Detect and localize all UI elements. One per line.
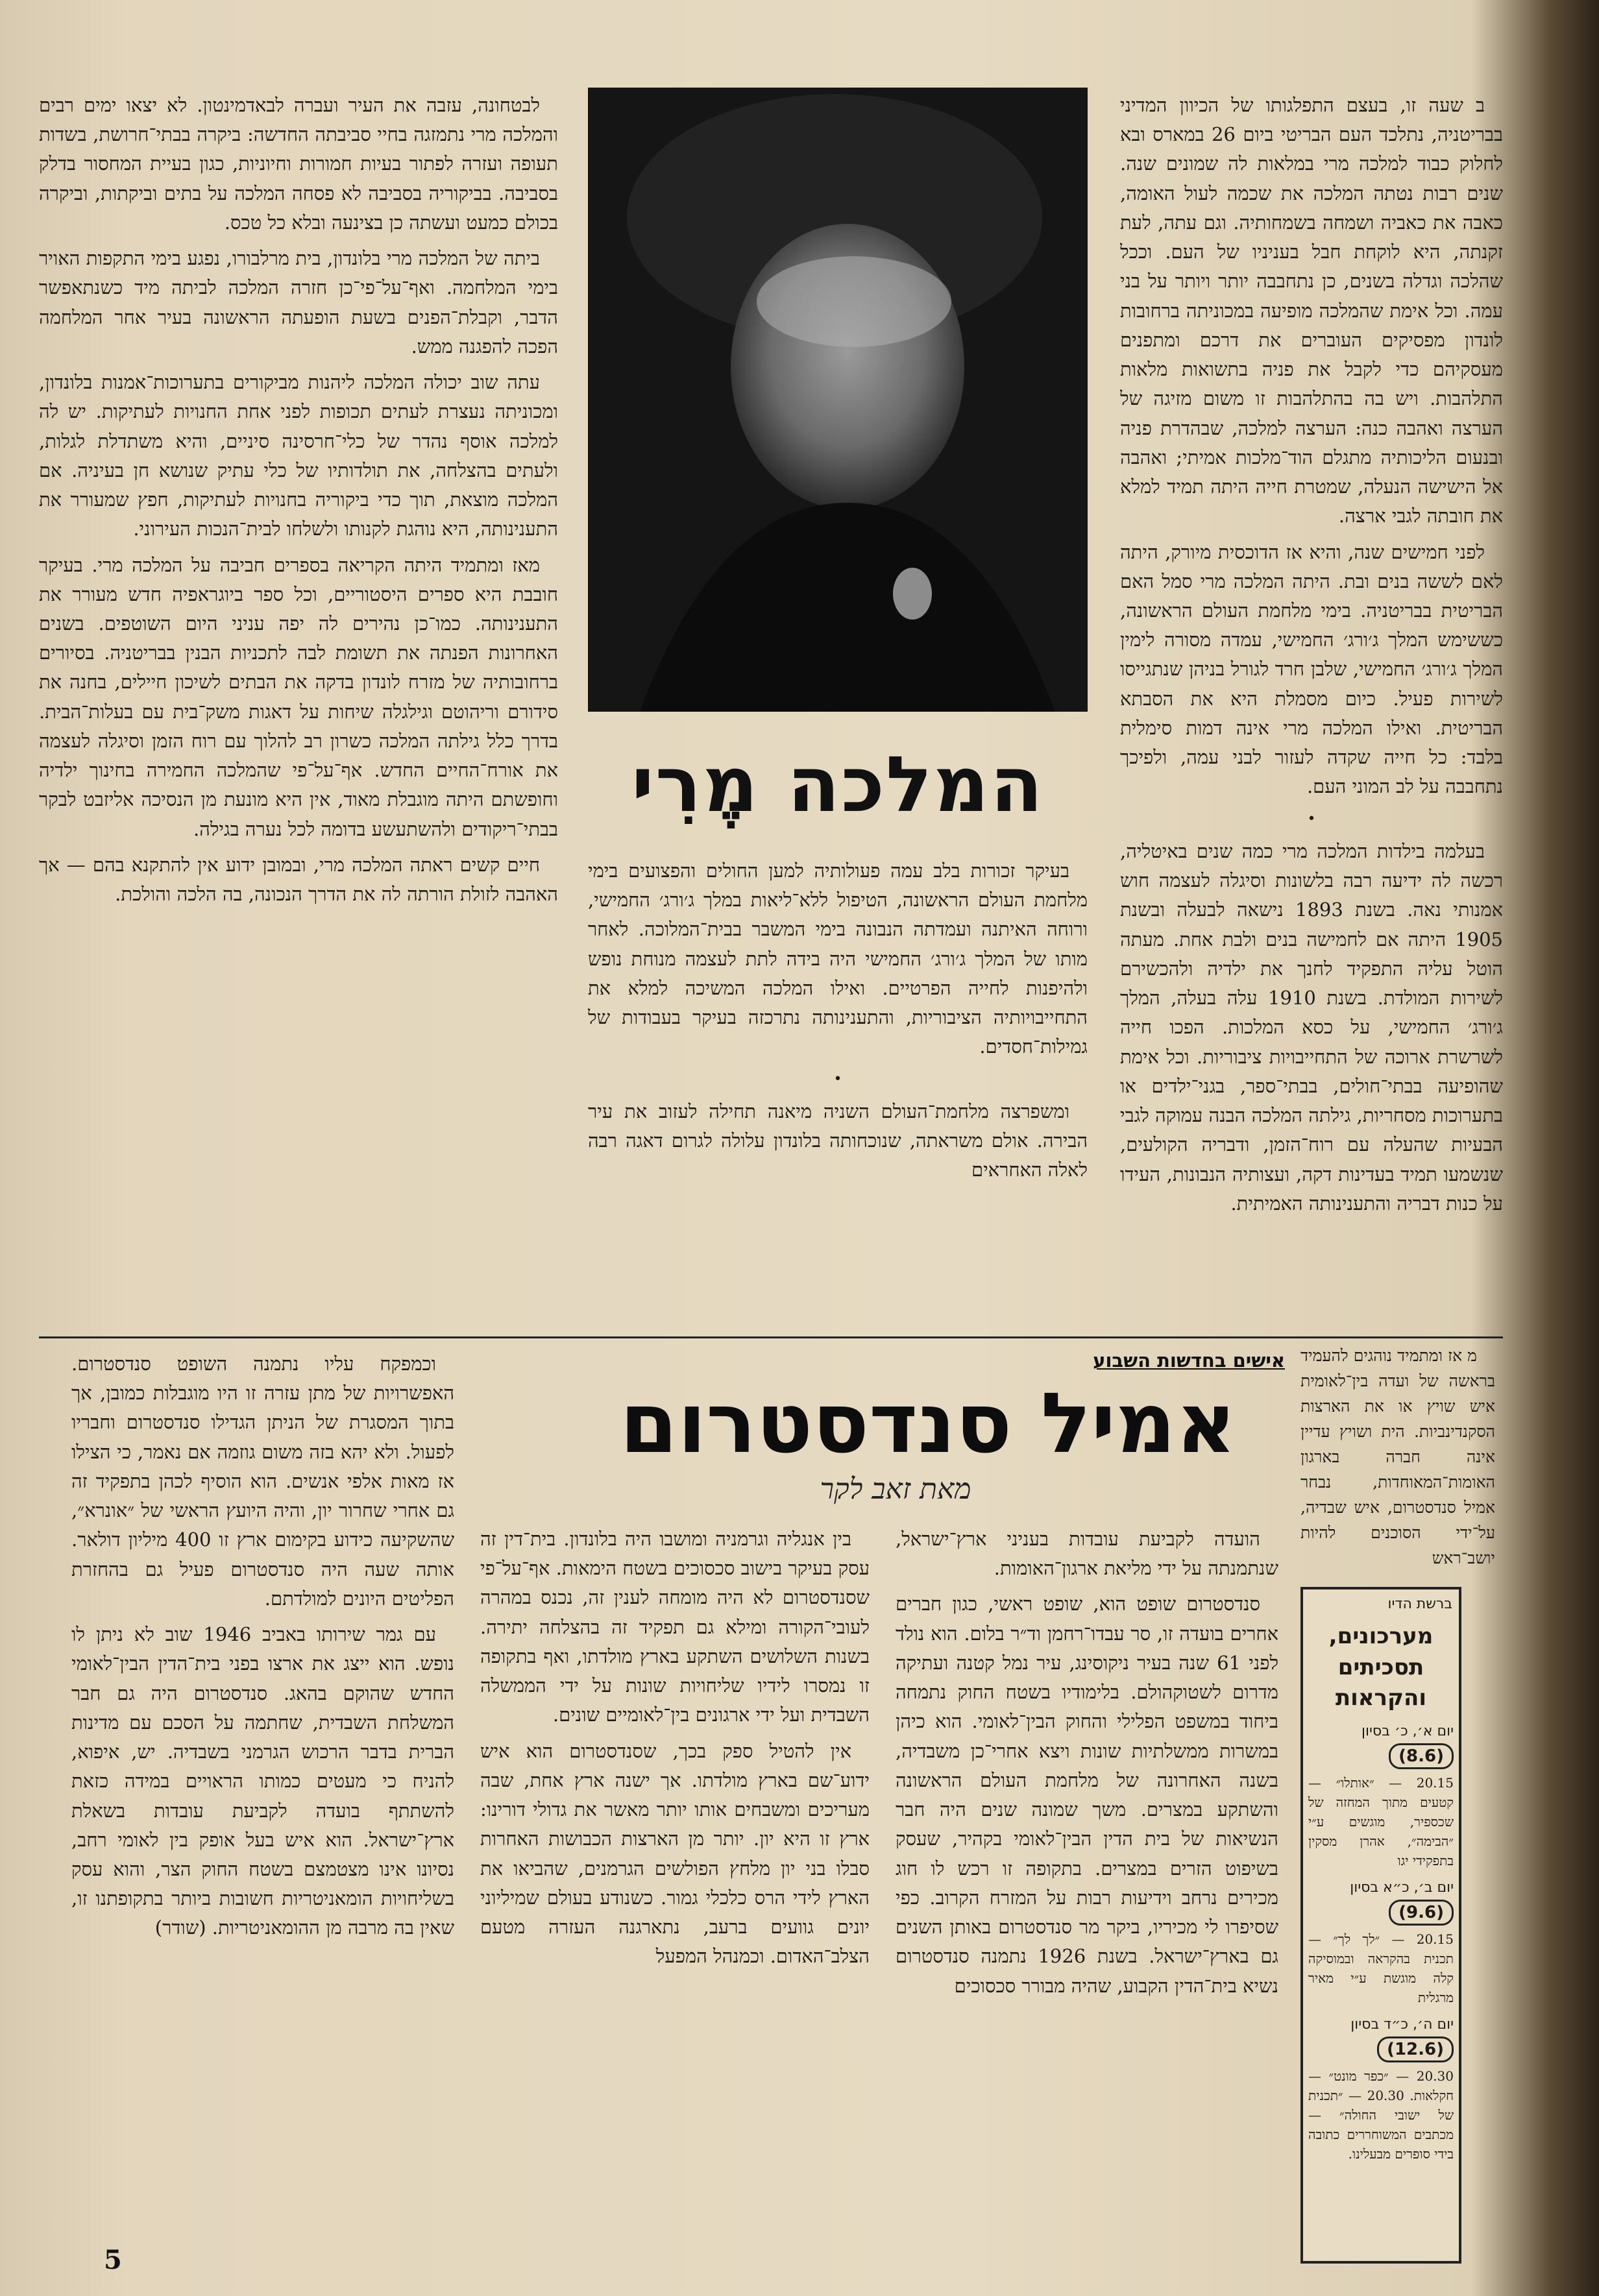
radio-item [1308, 1723, 1454, 1870]
paragraph: בעלמה בילדות המלכה מרי כמה שנים באיטליה, רכשה לה ידיעה רבה בלשונות וסיגלה לעצמה חוש אמנותי נאה. בשנת 1893 נישאה לבעלה ובשנת 1905 היתה אם לחמישה בנים ולבת אחת. מעתה הוטל עליה התפקיד לחנך את ילדיה ולהכשירם לשירות המולדת. בשנת 1910 עלה בעלה, המלך ג׳ורג׳ החמישי, על כסא המלכות. הפכו חייה לשרשרת ארוכה של התחייבויות ציבוריות. וכל אימת שהופיעה בבתי־חולים, בבתי־ספר, בגני־ילדים או בתערוכות מסחריות, גילתה המלכה הבנה עמוקה לגבי הבעיות שהעלה עם רוח־הזמן, ודבריה הקולעים, שנשמעו תמיד בעדינות דקה, ועצותיה הנבונות, העידו על כנות דבריה והתענינותה האמיתית. [1120, 840, 1503, 1214]
radio-box-items [1303, 1723, 1459, 2164]
radio-item-day: יום ב׳, כ״א בסיון [1350, 1879, 1454, 1896]
article2-col-d [1300, 1343, 1495, 1583]
radio-item-date: (12.6) [1377, 2036, 1454, 2062]
article2-headline: אמיל סנדסטרום [620, 1375, 1236, 1472]
paragraph: בין אנגליה וגרמניה ומושבו היה בלונדון. בית־דין זה עסק בעיקר בישוב סכסוכים בשטח הימאות. אף־על־פי שסנדסטרום לא היה מומחה לענין זה, נכנס במהרה לעובי־הקורה ומילא גם תפקיד זה בהצלחה יתירה. בשנות השלושים השתקע בארץ מולדתו, ואף בתקופה זו נמסרו לידיו שליחויות שונות על ידי הממשלה השבדית ועל ידי ארגונים בין־לאומיים שונים. [480, 1528, 870, 1726]
portrait-photo [588, 88, 1088, 712]
radio-box-title: מערכונים, תסכיתים והקראות [1328, 1623, 1434, 1711]
paragraph: מאז ומתמיד היתה הקריאה בספרים חביבה על המלכה מרי. בעיקר חובבת היא ספרים היסטוריים, וכל ספר ביוגראפיה חדש מעורר את התענינותה. כמו־כן נהירים לה יפה עניני היום השוטפים. בשנים האחרונות הפנתה את תשומת לבה לתכניות הבנין בבריטניה. בסיורים ברחובותיה של מזרח לונדון בדקה את הבתים לשיכון חיילים, בחנה את סידורם וריהוטם וגילגלה שיחות על דאגות משק־בית עם בעלות־הבית. בדרך כלל גילתה המלכה כשרון רב להלוך עם רוח הזמן וסיגלה לעצמה את אורח־החיים החדש. אף־על־פי שהמלכה החמירה בחינוך ילדיה וחופשתם היתה מוגבלת מאוד, אין היא מונעת מן הנסיכה אליזבט לבקר בבתי־ריקודים ולהשתעשע בדומה לכל נערה בגילה. [39, 553, 558, 840]
paragraph: לבטחונה, עזבה את העיר ועברה לבאדמינטון. לא יצאו ימים רבים והמלכה מרי נתמזגה בחיי סביבתה החדשה: ביקרה בבתי־חרושת, בשדות תעופה ועזרה לפתור בעיות חמורות וחיוניות, כגון בעיית המחסור בדלק בסביבה. בביקוריה בסביבה לא פסחה המלכה על בתים וביקתות, וביקרה בכולם כמעט ועשתה כן בצינעה ובלא כל טכס. [39, 94, 558, 234]
article1-title: המלכה מֶרִי [631, 740, 1044, 829]
paragraph: עתה שוב יכולה המלכה ליהנות מביקורים בתערוכות־אמנות בלונדון, ומכוניתה נעצרת לעתים תכופות לפני אחת החנויות לעתיקות. יש לה למלכה אוסף נהדר של כלי־חרסינה סיניים, והיא משתדלת לגלות, ולעתים בהצלחה, את תולדותיו של כלי עתיק שנושא חן בעיניה. אם המלכה מוצאת, תוך כדי ביקוריה בחנויות לעתיקות, חפץ שמעורר את התענינותה, היא נוהגת לקנותו ולשלחו לבית־הנכות העירוני. [39, 371, 558, 540]
paragraph: בעיקר זכורות בלב עמה פעולותיה למען החולים והפצועים בימי מלחמת העולם הראשונה, הטיפול ללא־ליאות במלך ג׳ורג׳ החמישי, ורוחה האיתנה ועמדתה הנבונה בימי המשבר בבית־המלוכה. לאחר מותו של המלך ג׳ורג׳ החמישי היה בידה לתת לעצמה מנוחת נופש ולהיפנות לחייה הפרטיים. ואילו המלכה המשיכה למלא את התחייבויותיה הציבוריות, והתענינותה נתרכזה בעיקר בעבודות של גמילות־חסדים. [588, 860, 1088, 1058]
section-star: • [1307, 810, 1316, 827]
article1-col-left [39, 91, 558, 1317]
article1-col-right [1120, 91, 1503, 1317]
article2-col-b [480, 1525, 870, 2251]
radio-schedule-box [1300, 1587, 1461, 2264]
radio-item-date: (9.6) [1389, 1900, 1454, 1926]
paragraph: ומשפרצה מלחמת־העולם השניה מיאנה תחילה לעזוב את עיר הבירה. אולם משראתה, שנוכחותה בלונדון עלולה לגרום דאגה רבה לאלה האחראים [588, 1100, 1088, 1181]
paragraph: חיים קשים ראתה המלכה מרי, ובמובן ידוע אין להתקנא בהם — אך האהבה לזולת הורתה לה את הדרך הנכונה, בה הלכה והולכת. [39, 853, 558, 906]
section-star: • [833, 1070, 842, 1087]
paragraph: אין להטיל ספק בכך, שסנדסטרום הוא איש ידוע־שם בארץ מולדתו. אך ישנה ארץ אחת, שבה מעריכים ומשבחים אותו יותר מאשר את גדולי דורינו: ארץ זו היא יון. יותר מן הארצות הכבושות האחרות סבלו בני יון מלחץ הפולשים הגרמנים, שהביאו את הארץ לידי הרס כלכלי גמור. כשנודע בעולם שמיליוני יונים גוועים ברעב, נתארגנה העזרה מטעם הצלב־האדום. וכמנהל המפעל [480, 1739, 870, 1968]
radio-item [1308, 1879, 1454, 2007]
paragraph: ביתה של המלכה מרי בלונדון, בית מרלבורו, נפגע בימי התקפות האויר בימי המלחמה. ואף־על־פי־כן חזרה המלכה לביתה מיד כשנתאפשר הדבר, וקבלת־הפנים בשעת הופעתה הראשונה בעיר אחר המלחמה הפכה להפגנה ממש. [39, 247, 558, 357]
radio-box-label: ברשת הדיו [1387, 1596, 1452, 1612]
article2-col-a [896, 1525, 1278, 2251]
paragraph: לפני חמישים שנה, והיא אז הדוכסית מיורק, היתה לאם לששה בנים ובת. היתה המלכה מרי סמל האם הבריטית בבריטניה. בימי מלחמת העולם הראשונה, כששימש המלך ג׳ורג׳ החמישי, עמדה מסורה לימין המלך ג׳ורג׳ החמישי, שלבן חרד לגורל בניהן שנתגייסו לשירות פעיל. כיום מסמלת היא את הסבתא הבריטית. ואילו המלכה מרי אינה דמות סימלית בלבד: כל חייה שקדה לעזור לבני עמה, ולפיכך נתחבבה על לב המוני העם. [1120, 540, 1503, 798]
article2-kicker: אישים בחדשות השבוע [1093, 1349, 1285, 1372]
paragraph: עם גמר שירותו באביב 1946 שוב לא ניתן לו נופש. הוא ייצג את ארצו בפני בית־הדין הבין־לאומי החדש שהוקם בהאג. סנדסטרום היה גם חבר המשלחת השבדית, שחתמה על הסכם עם מדינות הברית בדבר הרכוש הגרמני בשבדיה. יש, איפוא, להניח כי מעטים כמותו הראויים במידה כזאת להשתתף בועדה לקביעת עובדות בשאלת ארץ־ישראל. הוא איש בעל אופק בין לאומי רחב, נסיונו אינו מצטמצם בשטח החוק הצר, והוא עסק בשליחויות הומאניטריות חשובות ביותר בתקופתנו זו, שאין בה מרבה מן ההומאניטריות. (שודר) [71, 1623, 454, 1939]
portrait-photo-drawing [588, 88, 1088, 712]
radio-item-date: (8.6) [1389, 1743, 1454, 1769]
radio-item-desc: 20.15 — ״אותלו״ — קטעים מתוך המחזה של שכספיר, מוגשים ע״י ״הבימה״, אהרן מסקין בתפקידי יגו [1308, 1774, 1454, 1868]
article1-col-middle [588, 856, 1088, 1323]
page-number: 5 [104, 2245, 122, 2275]
radio-item-desc: 20.15 — ״לך לך״ — תכנית בהקראה ובמוסיקה קלה מוגשת ע״י מאיר מרגלית [1308, 1931, 1454, 2005]
radio-item-day: יום א׳, כ׳ בסיון [1361, 1722, 1454, 1739]
article2-byline: מאת זאב לקר [820, 1473, 971, 1506]
paragraph: וכמפקח עליו נתמנה השופט סנדסטרום. האפשרויות של מתן עזרה זו היו מוגבלות כמובן, אך בתוך המסגרת של הניתן הגדילו סנדסטרום וחבריו לפעול. ולא יהא בזה משום גוזמה אם נאמר, כי הצילו אז מאות אלפי אנשים. הוא הוסיף לכהן בתפקיד זה גם אחרי שחרור יון, והיה היועץ הראשי של ״אונרא״, שהשקיעה כידוע בקימום ארץ זו 400 מיליון דולאר. אותה שעה היה סנדסטרום פעיל גם בהחזרת הפליטים היונים למולדתם. [71, 1353, 454, 1610]
section-divider [39, 1336, 1503, 1338]
paragraph: מ אז ומתמיד נוהגים להעמיד בראשה של ועדה בין־לאומית איש שויץ או את הארצות הסקנדינביות. הית ושויץ עדיין אינה חברה בארגון האומות־המאוחדות, נבחר אמיל סנדסטרום, איש שבדיה, על־ידי הסוכנים להיות יושב־ראש [1300, 1346, 1495, 1567]
radio-item-desc: 20.30 — ״כפר מונט״ — חקלאות. 20.30 — ״תכנית של ישובי החולה״ — מכתבים המשוחררים כתובה בידי סופרים מבעלינו. [1308, 2068, 1454, 2162]
paragraph: ב שעה זו, בעצם התפלגותו של הכיוון המדיני בבריטניה, נתלכד העם הבריטי ביום 26 במארס ובא לחלוק כבוד למלכה מרי במלאות לה שמונים שנה. שנים רבות נטתה המלכה את שכמה לעול האומה, כאבה את כאביה ושמחה בשמחותיה. וגם עתה, לעת זקנתה, היא לוקחת חבל בעניניו של העם. וככל שהלכה וגדלה בשנים, כן נתחבבה יותר ויותר על בני עמה. וכל אימת שהמלכה מופיעה במכוניתה ברחובות לונדון מפסיקים העוברים את דרכם ומתפנים מעסקיהם כדי לקבל את פניה בתשואות מלאות התלהבות. ויש בה בהתלהבות זו משום מזיגה של הערצה ואהבה כנה: הערצה למלכה, שבהדרת פניה ובנעום הליכותיה מתגלם הוד־מלכות אמיתי; ואהבה אל הישישה הנעלה, שמטרת חייה היתה תמיד למלא את חובתה לגבי ארצה. [1120, 94, 1503, 527]
paragraph: הועדה לקביעת עובדות בעניני ארץ־ישראל, שנתמנתה על ידי מליאת ארגון־האומות. [896, 1528, 1278, 1580]
article2-col-c [71, 1349, 454, 2251]
paragraph: סנדסטרום שופט הוא, שופט ראשי, כגון חברים אחרים בועדה זו, סר עבדו־רחמן וד״ר בלום. הוא נולד לפני 61 שנה בעיר ניקוסינג, עיר נמל קטנה ועתיקה מדרום לשטוקהולם. בלימודיו בשטח החוק נתמחה ביחוד במשפט הפלילי והחוק הבין־לאומי. הוא כיהן במשרות ממשלתיות שונות ויצא אחרי־כן משבדיה, בשנה האחרונה של מלחמת העולם הראשונה והשתקע במצרים. משך שמונה שנים היה חבר הנשיאות של בית הדין הבין־לאומי בקהיר, שעסק בשיפוט הזרים במצרים. בתקופה זו רכש לו חוג מכירים נרחב וידיעות רבות על המזרח הקרוב. כפי שסיפרו לי מכיריו, ביקר מר סנדסטרום באותן השנים גם בארץ־ישראל. בשנת 1926 נתמנה סנדסטרום נשיא בית־הדין הקבוע, שהיה מבורר סכסוכים [896, 1593, 1278, 1997]
radio-item-day: יום ה׳, כ״ד בסיון [1350, 2016, 1454, 2033]
radio-item [1308, 2016, 1454, 2164]
